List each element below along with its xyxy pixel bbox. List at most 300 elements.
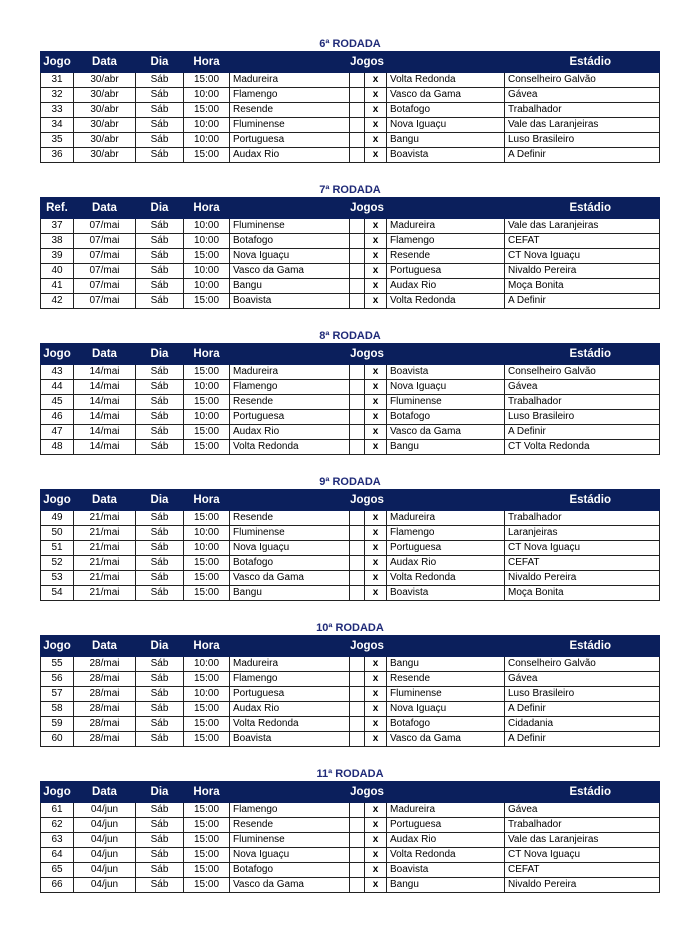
game-date: 30/abr (74, 103, 136, 118)
game-number: 49 (41, 511, 74, 526)
game-day: Sáb (136, 803, 184, 818)
blank-cell (350, 803, 365, 818)
game-time: 15:00 (184, 672, 230, 687)
header-jogo: Jogo (41, 490, 74, 511)
stadium: CT Nova Iguaçu (505, 541, 660, 556)
game-date: 14/mai (74, 425, 136, 440)
home-team: Madureira (230, 657, 350, 672)
stadium: CEFAT (505, 863, 660, 878)
home-team: Boavista (230, 732, 350, 747)
header-jogos: Jogos (230, 490, 505, 511)
game-number: 40 (41, 264, 74, 279)
stadium: CEFAT (505, 234, 660, 249)
game-number: 44 (41, 380, 74, 395)
game-date: 28/mai (74, 732, 136, 747)
round-title: 11ª RODADA (316, 768, 384, 780)
game-date: 28/mai (74, 717, 136, 732)
games-table (40, 197, 660, 309)
table-row (41, 556, 660, 571)
versus-mark: x (365, 878, 387, 893)
home-team: Portuguesa (230, 687, 350, 702)
away-team: Fluminense (387, 687, 505, 702)
versus-mark: x (365, 440, 387, 455)
game-number: 38 (41, 234, 74, 249)
game-day: Sáb (136, 410, 184, 425)
table-row (41, 732, 660, 747)
table-row (41, 395, 660, 410)
game-time: 10:00 (184, 118, 230, 133)
blank-cell (350, 440, 365, 455)
table-row (41, 148, 660, 163)
versus-mark: x (365, 365, 387, 380)
table-row (41, 440, 660, 455)
game-number: 32 (41, 88, 74, 103)
home-team: Nova Iguaçu (230, 541, 350, 556)
game-time: 15:00 (184, 425, 230, 440)
game-date: 04/jun (74, 833, 136, 848)
away-team: Fluminense (387, 395, 505, 410)
game-date: 14/mai (74, 440, 136, 455)
away-team: Bangu (387, 878, 505, 893)
home-team: Flamengo (230, 803, 350, 818)
table-row (41, 410, 660, 425)
game-time: 15:00 (184, 848, 230, 863)
table-row (41, 73, 660, 88)
game-date: 04/jun (74, 803, 136, 818)
header-jogo: Ref. (41, 198, 74, 219)
game-date: 21/mai (74, 556, 136, 571)
stadium: Luso Brasileiro (505, 133, 660, 148)
game-time: 10:00 (184, 526, 230, 541)
versus-mark: x (365, 73, 387, 88)
game-number: 66 (41, 878, 74, 893)
header-jogos: Jogos (230, 782, 505, 803)
table-row (41, 133, 660, 148)
away-team: Volta Redonda (387, 848, 505, 863)
table-row (41, 833, 660, 848)
round-title: 6ª RODADA (319, 38, 381, 50)
away-team: Madureira (387, 219, 505, 234)
game-day: Sáb (136, 556, 184, 571)
home-team: Flamengo (230, 380, 350, 395)
table-header-row (41, 782, 660, 803)
round-title: 9ª RODADA (319, 476, 381, 488)
game-number: 55 (41, 657, 74, 672)
game-time: 15:00 (184, 511, 230, 526)
versus-mark: x (365, 732, 387, 747)
game-day: Sáb (136, 118, 184, 133)
header-jogos: Jogos (230, 344, 505, 365)
header-data: Data (74, 198, 136, 219)
home-team: Portuguesa (230, 133, 350, 148)
game-time: 10:00 (184, 380, 230, 395)
game-date: 21/mai (74, 541, 136, 556)
game-day: Sáb (136, 395, 184, 410)
header-jogo: Jogo (41, 52, 74, 73)
game-day: Sáb (136, 148, 184, 163)
away-team: Vasco da Gama (387, 732, 505, 747)
home-team: Madureira (230, 73, 350, 88)
table-row (41, 294, 660, 309)
stadium: A Definir (505, 732, 660, 747)
blank-cell (350, 848, 365, 863)
game-date: 14/mai (74, 380, 136, 395)
home-team: Vasco da Gama (230, 264, 350, 279)
game-date: 04/jun (74, 878, 136, 893)
game-time: 15:00 (184, 249, 230, 264)
game-number: 31 (41, 73, 74, 88)
game-day: Sáb (136, 878, 184, 893)
blank-cell (350, 571, 365, 586)
blank-cell (350, 687, 365, 702)
game-date: 21/mai (74, 586, 136, 601)
table-row (41, 803, 660, 818)
stadium: A Definir (505, 425, 660, 440)
away-team: Nova Iguaçu (387, 702, 505, 717)
round-title: 8ª RODADA (319, 330, 381, 342)
game-time: 15:00 (184, 833, 230, 848)
game-number: 34 (41, 118, 74, 133)
game-time: 15:00 (184, 73, 230, 88)
game-date: 07/mai (74, 234, 136, 249)
versus-mark: x (365, 294, 387, 309)
stadium: Nivaldo Pereira (505, 571, 660, 586)
game-time: 15:00 (184, 878, 230, 893)
games-table (40, 489, 660, 601)
stadium: Luso Brasileiro (505, 410, 660, 425)
blank-cell (350, 219, 365, 234)
stadium: Gávea (505, 88, 660, 103)
game-day: Sáb (136, 586, 184, 601)
game-time: 15:00 (184, 818, 230, 833)
stadium: Trabalhador (505, 818, 660, 833)
game-date: 28/mai (74, 702, 136, 717)
header-dia: Dia (136, 198, 184, 219)
game-time: 15:00 (184, 732, 230, 747)
stadium: A Definir (505, 294, 660, 309)
stadium: Trabalhador (505, 103, 660, 118)
game-number: 62 (41, 818, 74, 833)
away-team: Madureira (387, 511, 505, 526)
game-date: 14/mai (74, 365, 136, 380)
game-number: 52 (41, 556, 74, 571)
stadium: Gávea (505, 803, 660, 818)
versus-mark: x (365, 702, 387, 717)
header-data: Data (74, 490, 136, 511)
table-row (41, 118, 660, 133)
table-row (41, 657, 660, 672)
game-date: 30/abr (74, 73, 136, 88)
table-row (41, 848, 660, 863)
home-team: Fluminense (230, 118, 350, 133)
away-team: Portuguesa (387, 264, 505, 279)
stadium: Nivaldo Pereira (505, 264, 660, 279)
table-row (41, 702, 660, 717)
game-number: 37 (41, 219, 74, 234)
game-time: 15:00 (184, 440, 230, 455)
away-team: Boavista (387, 365, 505, 380)
table-row (41, 365, 660, 380)
game-number: 59 (41, 717, 74, 732)
game-day: Sáb (136, 365, 184, 380)
header-jogos: Jogos (230, 636, 505, 657)
versus-mark: x (365, 833, 387, 848)
versus-mark: x (365, 863, 387, 878)
blank-cell (350, 410, 365, 425)
versus-mark: x (365, 526, 387, 541)
game-date: 30/abr (74, 133, 136, 148)
home-team: Vasco da Gama (230, 571, 350, 586)
game-number: 41 (41, 279, 74, 294)
game-day: Sáb (136, 219, 184, 234)
header-dia: Dia (136, 344, 184, 365)
versus-mark: x (365, 88, 387, 103)
away-team: Bangu (387, 657, 505, 672)
game-time: 15:00 (184, 365, 230, 380)
home-team: Botafogo (230, 556, 350, 571)
blank-cell (350, 833, 365, 848)
home-team: Nova Iguaçu (230, 249, 350, 264)
away-team: Boavista (387, 148, 505, 163)
home-team: Resende (230, 818, 350, 833)
game-day: Sáb (136, 687, 184, 702)
table-header-row (41, 52, 660, 73)
home-team: Portuguesa (230, 410, 350, 425)
away-team: Vasco da Gama (387, 425, 505, 440)
versus-mark: x (365, 219, 387, 234)
game-day: Sáb (136, 440, 184, 455)
game-day: Sáb (136, 571, 184, 586)
header-dia: Dia (136, 782, 184, 803)
away-team: Nova Iguaçu (387, 118, 505, 133)
blank-cell (350, 556, 365, 571)
header-dia: Dia (136, 52, 184, 73)
versus-mark: x (365, 717, 387, 732)
blank-cell (350, 88, 365, 103)
table-row (41, 541, 660, 556)
versus-mark: x (365, 249, 387, 264)
blank-cell (350, 702, 365, 717)
game-date: 07/mai (74, 279, 136, 294)
blank-cell (350, 425, 365, 440)
game-number: 48 (41, 440, 74, 455)
game-number: 39 (41, 249, 74, 264)
header-jogo: Jogo (41, 782, 74, 803)
versus-mark: x (365, 103, 387, 118)
versus-mark: x (365, 511, 387, 526)
home-team: Fluminense (230, 526, 350, 541)
game-date: 07/mai (74, 264, 136, 279)
stadium: Conselheiro Galvão (505, 73, 660, 88)
game-date: 04/jun (74, 818, 136, 833)
stadium: CT Volta Redonda (505, 440, 660, 455)
round-section (0, 621, 700, 747)
versus-mark: x (365, 687, 387, 702)
away-team: Vasco da Gama (387, 88, 505, 103)
game-day: Sáb (136, 294, 184, 309)
blank-cell (350, 234, 365, 249)
home-team: Resende (230, 103, 350, 118)
round-section (0, 767, 700, 893)
home-team: Nova Iguaçu (230, 848, 350, 863)
game-date: 04/jun (74, 848, 136, 863)
blank-cell (350, 732, 365, 747)
table-row (41, 586, 660, 601)
game-number: 46 (41, 410, 74, 425)
stadium: Vale das Laranjeiras (505, 118, 660, 133)
blank-cell (350, 118, 365, 133)
stadium: A Definir (505, 702, 660, 717)
game-number: 63 (41, 833, 74, 848)
table-row (41, 264, 660, 279)
stadium: Vale das Laranjeiras (505, 833, 660, 848)
table-row (41, 672, 660, 687)
game-time: 15:00 (184, 571, 230, 586)
table-row (41, 687, 660, 702)
game-day: Sáb (136, 848, 184, 863)
table-row (41, 818, 660, 833)
home-team: Madureira (230, 365, 350, 380)
games-table (40, 343, 660, 455)
blank-cell (350, 672, 365, 687)
home-team: Volta Redonda (230, 717, 350, 732)
blank-cell (350, 511, 365, 526)
header-dia: Dia (136, 490, 184, 511)
blank-cell (350, 365, 365, 380)
stadium: Luso Brasileiro (505, 687, 660, 702)
games-table (40, 781, 660, 893)
game-day: Sáb (136, 425, 184, 440)
game-date: 21/mai (74, 526, 136, 541)
away-team: Portuguesa (387, 818, 505, 833)
blank-cell (350, 249, 365, 264)
versus-mark: x (365, 425, 387, 440)
game-time: 15:00 (184, 395, 230, 410)
away-team: Madureira (387, 803, 505, 818)
home-team: Flamengo (230, 88, 350, 103)
blank-cell (350, 73, 365, 88)
table-row (41, 425, 660, 440)
game-date: 07/mai (74, 249, 136, 264)
home-team: Botafogo (230, 234, 350, 249)
game-number: 58 (41, 702, 74, 717)
game-date: 30/abr (74, 148, 136, 163)
game-time: 10:00 (184, 410, 230, 425)
game-day: Sáb (136, 657, 184, 672)
game-day: Sáb (136, 380, 184, 395)
away-team: Flamengo (387, 526, 505, 541)
blank-cell (350, 395, 365, 410)
games-table (40, 635, 660, 747)
game-day: Sáb (136, 541, 184, 556)
game-day: Sáb (136, 863, 184, 878)
home-team: Flamengo (230, 672, 350, 687)
versus-mark: x (365, 541, 387, 556)
blank-cell (350, 878, 365, 893)
table-header-row (41, 198, 660, 219)
table-row (41, 511, 660, 526)
header-hora: Hora (184, 636, 230, 657)
away-team: Botafogo (387, 410, 505, 425)
game-day: Sáb (136, 702, 184, 717)
versus-mark: x (365, 395, 387, 410)
game-day: Sáb (136, 717, 184, 732)
away-team: Volta Redonda (387, 73, 505, 88)
round-title: 10ª RODADA (316, 622, 384, 634)
away-team: Volta Redonda (387, 571, 505, 586)
blank-cell (350, 133, 365, 148)
game-date: 30/abr (74, 88, 136, 103)
header-estadio: Estádio (505, 198, 660, 219)
stadium: CT Nova Iguaçu (505, 848, 660, 863)
round-section (0, 475, 700, 601)
home-team: Vasco da Gama (230, 878, 350, 893)
stadium: Moça Bonita (505, 279, 660, 294)
home-team: Audax Rio (230, 425, 350, 440)
game-day: Sáb (136, 672, 184, 687)
away-team: Botafogo (387, 717, 505, 732)
versus-mark: x (365, 818, 387, 833)
blank-cell (350, 657, 365, 672)
game-day: Sáb (136, 818, 184, 833)
away-team: Audax Rio (387, 556, 505, 571)
table-header-row (41, 490, 660, 511)
game-time: 10:00 (184, 541, 230, 556)
game-number: 65 (41, 863, 74, 878)
game-day: Sáb (136, 279, 184, 294)
stadium: Nivaldo Pereira (505, 878, 660, 893)
game-time: 10:00 (184, 234, 230, 249)
home-team: Bangu (230, 586, 350, 601)
game-time: 15:00 (184, 717, 230, 732)
game-time: 15:00 (184, 556, 230, 571)
header-hora: Hora (184, 344, 230, 365)
blank-cell (350, 279, 365, 294)
game-date: 30/abr (74, 118, 136, 133)
game-day: Sáb (136, 133, 184, 148)
game-number: 36 (41, 148, 74, 163)
game-date: 21/mai (74, 571, 136, 586)
home-team: Botafogo (230, 863, 350, 878)
table-row (41, 88, 660, 103)
header-jogos: Jogos (230, 198, 505, 219)
blank-cell (350, 541, 365, 556)
versus-mark: x (365, 133, 387, 148)
versus-mark: x (365, 118, 387, 133)
game-day: Sáb (136, 526, 184, 541)
game-time: 10:00 (184, 687, 230, 702)
header-data: Data (74, 782, 136, 803)
table-row (41, 249, 660, 264)
home-team: Audax Rio (230, 702, 350, 717)
blank-cell (350, 380, 365, 395)
game-number: 50 (41, 526, 74, 541)
game-number: 33 (41, 103, 74, 118)
table-header-row (41, 636, 660, 657)
away-team: Resende (387, 249, 505, 264)
header-hora: Hora (184, 198, 230, 219)
home-team: Resende (230, 511, 350, 526)
header-jogo: Jogo (41, 344, 74, 365)
versus-mark: x (365, 571, 387, 586)
header-jogo: Jogo (41, 636, 74, 657)
header-data: Data (74, 52, 136, 73)
away-team: Nova Iguaçu (387, 380, 505, 395)
game-time: 10:00 (184, 657, 230, 672)
game-day: Sáb (136, 73, 184, 88)
versus-mark: x (365, 279, 387, 294)
round-section (0, 37, 700, 163)
